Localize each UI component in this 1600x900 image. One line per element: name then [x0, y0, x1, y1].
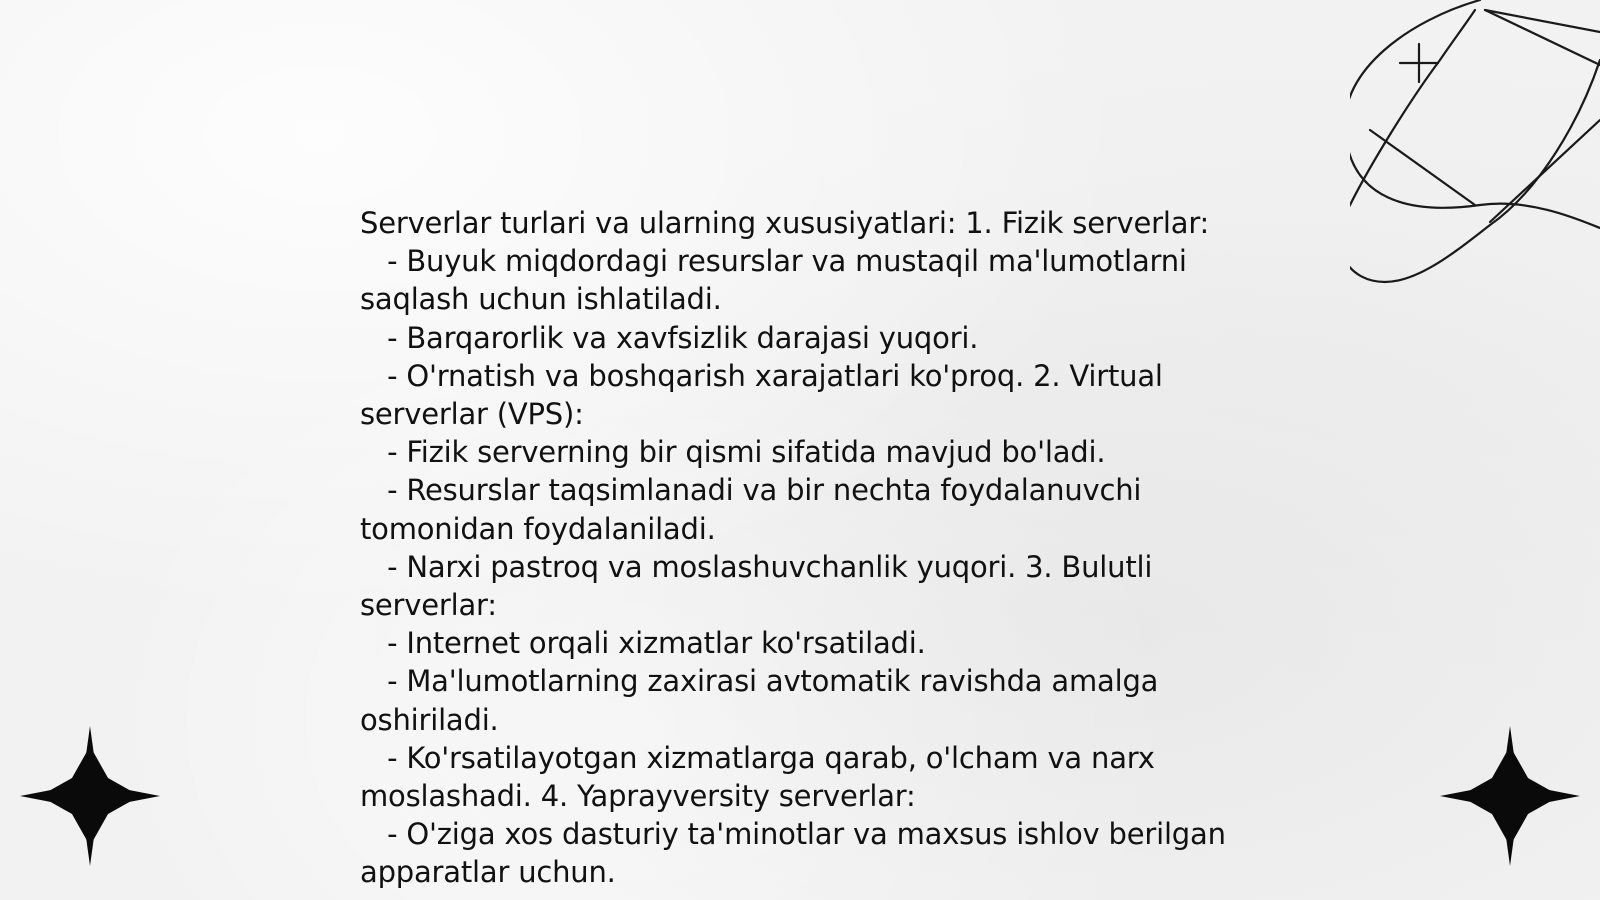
four-point-star-icon: [1440, 726, 1580, 866]
paragraph: - Barqarorlik va xavfsizlik darajasi yuqori.: [360, 320, 979, 355]
paragraph: - Narxi pastroq va moslashuvchanlik yuqori. 3. Bulutli serverlar:: [360, 549, 1162, 623]
paragraph: - O'rnatish va boshqarish xarajatlari ko'proq. 2. Virtual serverlar (VPS):: [360, 358, 1172, 432]
document-body: [360, 204, 1260, 892]
paragraph: Serverlar turlari va ularning xususiyatlari: 1. Fizik serverlar:: [360, 206, 1210, 240]
four-point-star-icon: [20, 726, 160, 866]
orbit-lines-icon: [1350, 0, 1600, 300]
paragraph: - Buyuk miqdordagi resurslar va mustaqil ma'lumotlarni saqlash uchun ishlatiladi.: [360, 244, 1196, 317]
paragraph: - O'ziga xos dasturiy ta'minotlar va maxsus ishlov berilgan apparatlar uchun.: [360, 817, 1235, 890]
paragraph: - Ma'lumotlarning zaxirasi avtomatik ravishda amalga oshiriladi.: [360, 664, 1168, 737]
paragraph: - Internet orqali xizmatlar ko'rsatiladi.: [360, 626, 926, 661]
sparkle-icon: [1400, 44, 1438, 82]
paragraph: - Fizik serverning bir qismi sifatida mavjud bo'ladi.: [360, 435, 1106, 470]
paragraph: - Ko'rsatilayotgan xizmatlarga qarab, o'lcham va narx moslashadi. 4. Yaprayversity serverlar:: [360, 740, 1164, 814]
paragraph: - Resurslar taqsimlanadi va bir nechta foydalanuvchi tomonidan foydalaniladi.: [360, 473, 1151, 546]
